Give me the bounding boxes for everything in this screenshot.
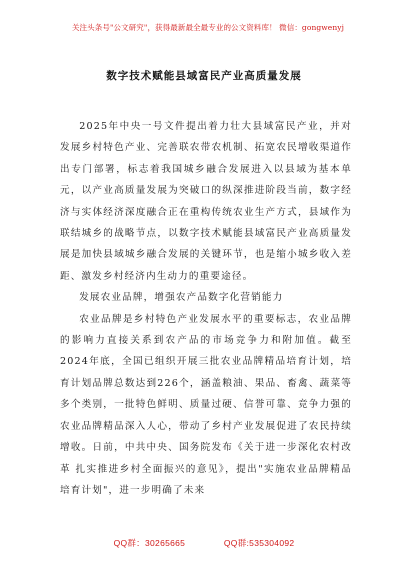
section-heading: 发展农业品牌，增强农产品数字化营销能力 bbox=[79, 292, 284, 304]
footer-qq-group-1: QQ群：30265665 bbox=[113, 538, 186, 548]
document-body bbox=[60, 116, 352, 501]
paragraph-intro: 2025年中央一号文件提出着力壮大县域富民产业，并对发展乡村特色产业、完善联农带农机制、拓宽农民增收渠道作出专门部署，标志着我国城乡融合发展进入以县域为基本单元，以产业高质量发展为突破口的纵深推进阶段当前，数字经济与实体经济深度融合正在重构传统农业生产方式，县域作为联结城乡的战略节点，以数字技术赋能县域富民产业高质量发展是加快县域城乡融合发展的关键环节，也是缩小城乡收入差距、激发乡村经济内生动力的重要途径。 bbox=[60, 121, 352, 282]
header-promo-text: 关注头条号"公文研究"，获得最新最全最专业的公文资料库！ 微信：gongwenyj bbox=[71, 23, 345, 32]
document-title: 数字技术赋能县域富民产业高质量发展 bbox=[106, 70, 302, 82]
footer-qq-group-2: QQ群:535304092 bbox=[223, 538, 295, 548]
paragraph-brand: 农业品牌是乡村特色产业发展水平的重要标志，农业品牌的影响力直接关系到农产品的市场竞争力和附加值。截至2024年底，全国已组织开展三批农业品牌精品培育计划，培育计划品牌总数达到226个，涵盖粮油、果品、畜禽、蔬菜等多个类别，一批特色鲜明、质量过硬、信誉可靠、竞争力强的农业品牌精品深入人心，带动了乡村产业发展促进了农民持续增收。日前，中共中央、国务院发布《关于进一步深化农村改革 扎实推进乡村全面振兴的意见》，提出"实施农业品牌精品培育计划"，进一步明确了未来 bbox=[60, 313, 352, 496]
footer-qq-groups bbox=[0, 537, 408, 549]
